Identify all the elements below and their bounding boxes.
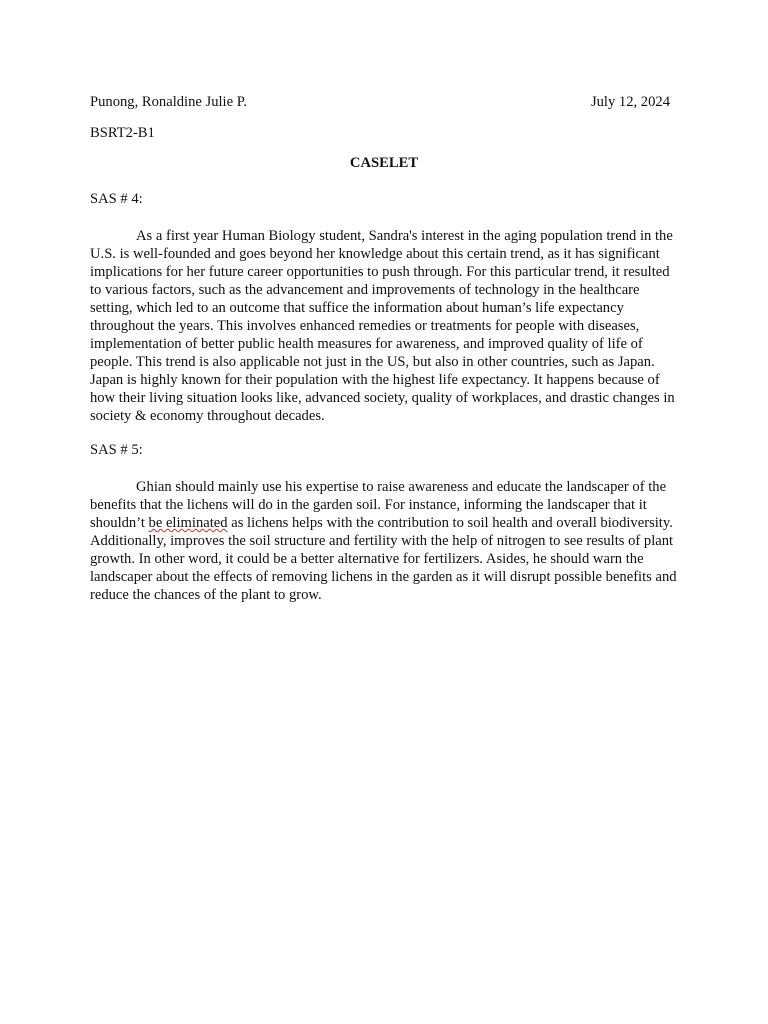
sas-4-label: SAS # 4: <box>90 191 143 207</box>
section-code: BSRT2-B1 <box>90 125 155 141</box>
header-row <box>90 93 670 111</box>
document-title: CASELET <box>349 155 419 171</box>
sas-5-label: SAS # 5: <box>90 442 143 458</box>
author-name: Punong, Ronaldine Julie P. <box>90 94 247 110</box>
sas-5-text-before: Ghian should mainly use his expertise to raise awareness and educate the landscaper of the benefits that the lichens will do in the garden soil. For instance, informing the landscaper that it shouldn’t <box>90 479 667 531</box>
sas-5-paragraph <box>90 478 680 604</box>
document-date: July 12, 2024 <box>590 94 670 110</box>
sas-5-text-after: as lichens helps with the contribution to soil health and overall biodiversity. Additionally, improves the soil structure and fertility with the help of nitrogen to see results of plant growth. In other word, it could be a better alternative for fertilizers. Asides, he should warn the landscaper about the effects of removing lichens in the garden as it will disrupt possible benefits and reduce the chances of the plant to grow. <box>90 515 677 603</box>
sas-4-paragraph: As a first year Human Biology student, Sandra's interest in the aging population trend in the U.S. is well-founded and goes beyond her knowledge about this certain trend, as it has significant implications for her future career opportunities to push through. For this particular trend, it resulted to various factors, such as the advancement and improvements of technology in the healthcare setting, which led to an outcome that suffice the information about human’s life expectancy throughout the years. This involves enhanced remedies or treatments for people with diseases, implementation of better public health measures for awareness, and improved quality of life of people. This trend is also applicable not just in the US, but also in other countries, such as Japan. Japan is highly known for their population with the highest life expectancy. It happens because of how their living situation looks like, advanced society, quality of workplaces, and drastic changes in society & economy throughout decades. <box>90 228 675 424</box>
spellcheck-flagged-text: be eliminated <box>148 515 228 531</box>
